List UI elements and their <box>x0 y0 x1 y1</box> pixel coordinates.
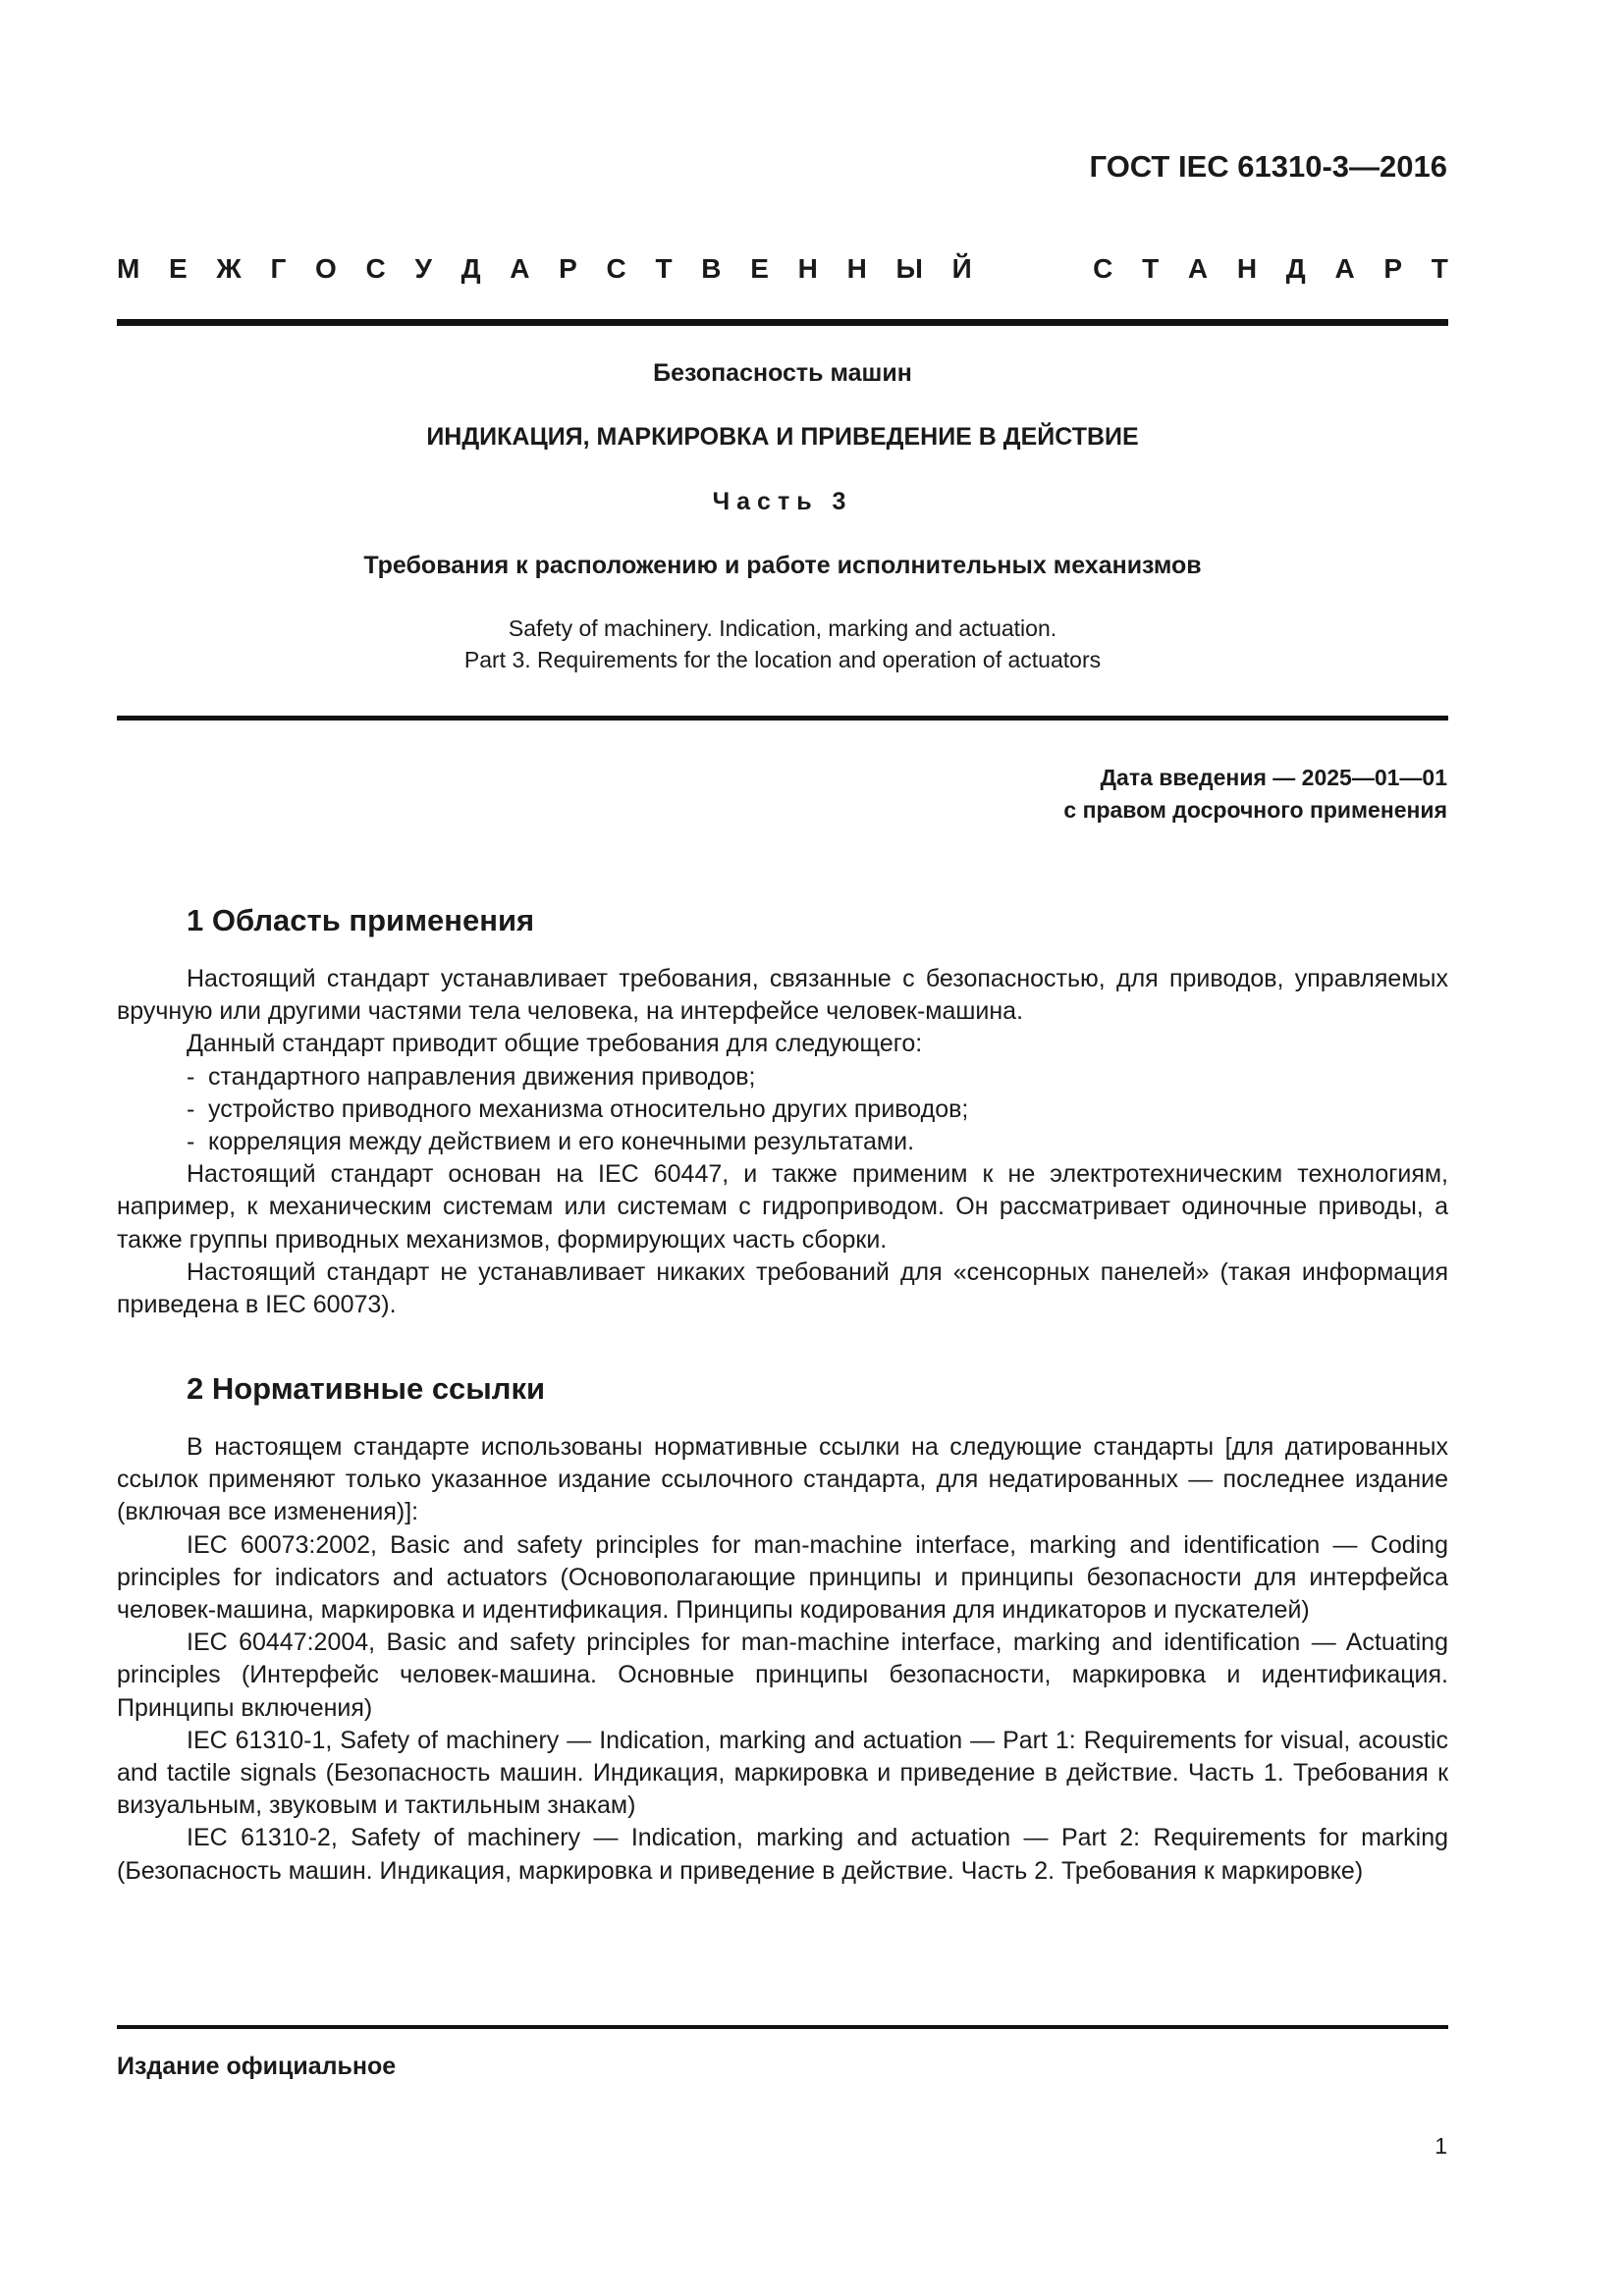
document-subject: Безопасность машин <box>653 359 912 387</box>
banner-letter: Е <box>169 253 188 284</box>
english-title-line: Safety of machinery. Indication, marking and actuation. <box>508 615 1057 641</box>
paragraph: Настоящий стандарт основан на IEC 60447, и также применим к не электротехническим технологиям, например, к механическим системам или системам с гидроприводом. Он рассматривает одиночные приводы, а также группы приводных механизмов, формирующих часть сборки. <box>117 1160 1448 1254</box>
list-item-text: устройство приводного механизма относительно других приводов; <box>208 1095 969 1123</box>
top-rule <box>117 319 1448 326</box>
paragraph: Настоящий стандарт устанавливает требования, связанные с безопасностью, для приводов, управляемых вручную или другими частями тела человека, на интерфейсе человек-машина. <box>117 965 1448 1026</box>
standard-type-banner <box>117 254 1448 284</box>
english-title <box>117 613 1448 675</box>
paragraph: Данный стандарт приводит общие требования для следующего: <box>187 1030 923 1058</box>
section-scope-body <box>117 963 1448 1321</box>
banner-letter: Н <box>846 253 867 284</box>
section-heading-scope: 1 Область применения <box>187 903 535 937</box>
reference-entry: IEC 61310-1, Safety of machinery — Indication, marking and actuation — Part 1: Requirements for visual, acoustic and tactile signals (Безопасность машин. Индикация, маркировка и приведение в действие. Часть 1. Требования к визуальным, звуковым и тактильным знакам) <box>117 1726 1448 1820</box>
banner-letter: Ж <box>216 253 242 284</box>
banner-letter: С <box>1093 253 1113 284</box>
banner-letter: Н <box>1236 253 1258 284</box>
banner-letter: Т <box>655 253 673 284</box>
list-item <box>117 1094 1448 1126</box>
banner-letter: М <box>117 253 140 284</box>
banner-letter: Р <box>559 253 577 284</box>
document-subtitle: Требования к расположению и работе исполнительных механизмов <box>363 552 1202 579</box>
banner-letter: Н <box>797 253 818 284</box>
banner-letter: Т <box>1431 253 1448 284</box>
paragraph: В настоящем стандарте использованы нормативные ссылки на следующие стандарты [для датированных ссылок применяют только указанное издание ссылочного стандарта, для недатированных — последнее издание (включая все изменения)]: <box>117 1433 1448 1526</box>
list-item-text: стандартного направления движения приводов; <box>208 1062 756 1091</box>
banner-letter: Ы <box>895 253 923 284</box>
list-dash: - <box>187 1062 195 1091</box>
standard-number: ГОСТ IEC 61310-3—2016 <box>1089 149 1447 184</box>
page-number: 1 <box>1435 2133 1447 2159</box>
banner-letter: О <box>315 253 337 284</box>
banner-letter: А <box>1334 253 1355 284</box>
paragraph: Настоящий стандарт не устанавливает никаких требований для «сенсорных панелей» (такая информация приведена в IEC 60073). <box>117 1257 1448 1319</box>
footer-rule <box>117 2025 1448 2029</box>
list-item <box>117 1126 1448 1158</box>
list-item <box>117 1061 1448 1094</box>
banner-letter: Г <box>270 253 287 284</box>
reference-entry: IEC 61310-2, Safety of machinery — Indication, marking and actuation — Part 2: Requirements for marking (Безопасность машин. Индикация, маркировка и приведение в действие. Часть 2. Требования к маркировке) <box>117 1824 1448 1885</box>
banner-letter: Р <box>1383 253 1403 284</box>
introduction-date-block <box>1063 762 1447 827</box>
banner-letter: Д <box>1285 253 1306 284</box>
banner-letter: С <box>606 253 626 284</box>
banner-letter: Й <box>951 253 972 284</box>
banner-letter: Е <box>750 253 769 284</box>
banner-letter: А <box>510 253 530 284</box>
banner-letter: Д <box>460 253 481 284</box>
title-rule <box>117 716 1448 721</box>
list-dash: - <box>187 1095 195 1123</box>
banner-letter: А <box>1187 253 1209 284</box>
official-edition-label: Издание официальное <box>117 2053 397 2080</box>
section-references-body <box>117 1431 1448 1888</box>
banner-letter: Т <box>1142 253 1160 284</box>
early-application-note: с правом досрочного применения <box>1063 797 1447 823</box>
introduction-date: Дата введения — 2025—01—01 <box>1100 765 1447 790</box>
document-title: ИНДИКАЦИЯ, МАРКИРОВКА И ПРИВЕДЕНИЕ В ДЕЙСТВИЕ <box>426 423 1139 451</box>
english-title-line: Part 3. Requirements for the location and operation of actuators <box>463 647 1102 672</box>
banner-letter: В <box>701 253 722 284</box>
list-item-text: корреляция между действием и его конечными результатами. <box>208 1128 915 1156</box>
list-dash: - <box>187 1128 195 1156</box>
banner-letter: У <box>414 253 432 284</box>
section-heading-normative-references: 2 Нормативные ссылки <box>187 1371 546 1406</box>
document-part: Часть 3 <box>712 488 853 515</box>
banner-letter: С <box>365 253 386 284</box>
reference-entry: IEC 60073:2002, Basic and safety principles for man-machine interface, marking and identification — Coding principles for indicators and actuators (Основополагающие принципы и принципы безопасности для интерфейса человек-машина, маркировка и идентификация. Принципы кодирования для индикаторов и пускателей) <box>117 1530 1448 1625</box>
reference-entry: IEC 60447:2004, Basic and safety principles for man-machine interface, marking and identification — Actuating principles (Интерфейс человек-машина. Основные принципы безопасности, маркировка и идентификация. Принципы включения) <box>117 1629 1448 1722</box>
